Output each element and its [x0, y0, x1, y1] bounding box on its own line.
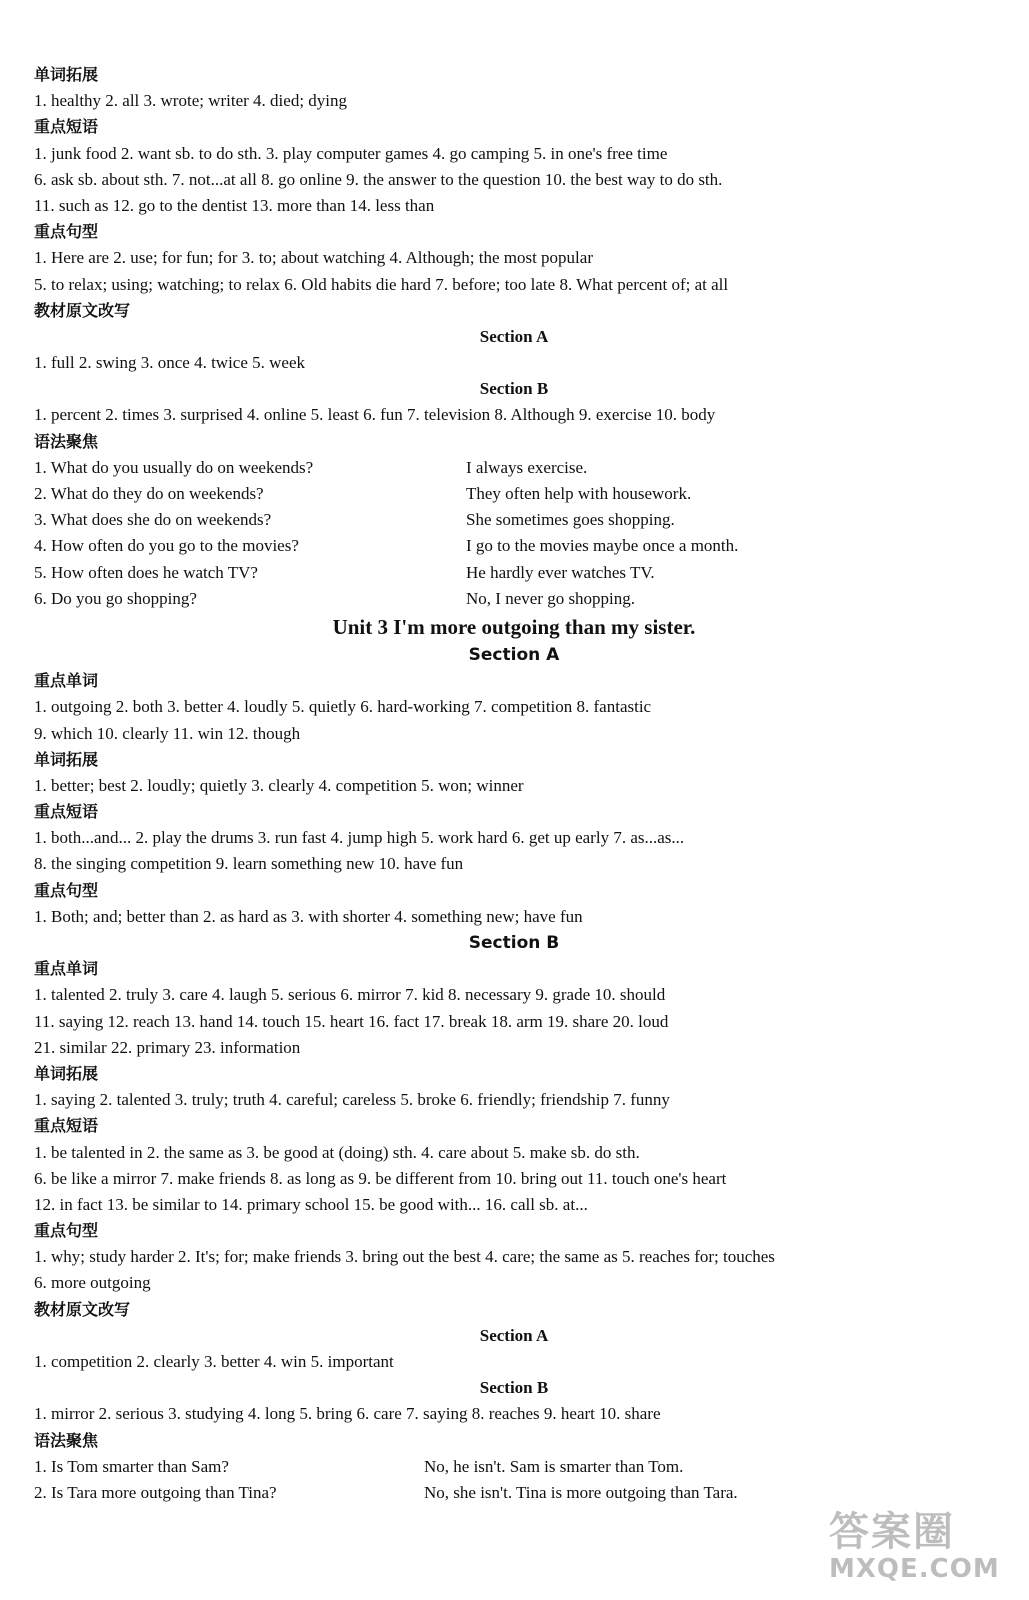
category-heading: 重点句型 [34, 222, 99, 242]
answer-line: 6. ask sb. about sth. 7. not...at all 8. go online 9. the answer to the question 10. the best way to do sth. [34, 169, 723, 189]
answer-line: 12. in fact 13. be similar to 14. primary school 15. be good with... 16. call sb. at... [34, 1194, 588, 1214]
category-heading: 重点短语 [34, 117, 99, 137]
grammar-answer: They often help with housework. [466, 484, 692, 503]
grammar-row [34, 481, 994, 507]
grammar-question: 4. How often do you go to the movies? [34, 536, 299, 556]
grammar-row [34, 533, 994, 559]
category-heading: 重点单词 [34, 671, 99, 691]
answer-page [34, 62, 994, 1506]
answer-line: 8. the singing competition 9. learn something new 10. have fun [34, 854, 464, 874]
grammar-answer: No, she isn't. Tina is more outgoing than Tara. [424, 1482, 738, 1502]
category-heading: 教材原文改写 [34, 300, 131, 320]
unit-title: Unit 3 I'm more outgoing than my sister. [332, 614, 696, 639]
category-heading: 重点短语 [34, 802, 99, 822]
category-heading: 单词拓展 [34, 1063, 99, 1083]
answer-line: 1. outgoing 2. both 3. better 4. loudly 5. quietly 6. hard-working 7. competition 8. fantastic [34, 697, 652, 717]
watermark-logo [829, 1510, 999, 1590]
answer-line: 1. junk food 2. want sb. to do sth. 3. play computer games 4. go camping 5. in one's free time [34, 143, 668, 163]
grammar-question: 5. How often does he watch TV? [34, 562, 258, 582]
category-heading: 重点句型 [34, 1221, 99, 1241]
grammar-question: 6. Do you go shopping? [34, 588, 197, 608]
category-heading: 重点短语 [34, 1116, 99, 1136]
grammar-answer: He hardly ever watches TV. [466, 562, 655, 582]
category-heading: 重点单词 [34, 959, 99, 979]
answer-line: 9. which 10. clearly 11. win 12. though [34, 723, 301, 743]
answer-line: 11. saying 12. reach 13. hand 14. touch 15. heart 16. fact 17. break 18. arm 19. share 20. loud [34, 1011, 669, 1031]
grammar-row [34, 560, 994, 586]
section-heading: Section A [479, 326, 549, 346]
section-heading: Section A [468, 644, 560, 665]
answer-line: 1. Here are 2. use; for fun; for 3. to; about watching 4. Although; the most popular [34, 248, 593, 268]
grammar-question: 1. Is Tom smarter than Sam? [34, 1456, 229, 1476]
category-heading: 单词拓展 [34, 65, 99, 84]
answer-line: 6. be like a mirror 7. make friends 8. as long as 9. be different from 10. bring out 11. touch one's heart [34, 1168, 727, 1188]
watermark-bottom: MXQE.COM [829, 1554, 1000, 1584]
category-heading: 重点句型 [34, 880, 99, 900]
answer-line: 1. percent 2. times 3. surprised 4. online 5. least 6. fun 7. television 8. Although 9. exercise 10. body [34, 405, 716, 425]
grammar-question: 2. What do they do on weekends? [34, 484, 264, 503]
answer-line: 1. saying 2. talented 3. truly; truth 4. careful; careless 5. broke 6. friendly; friendship 7. funny [34, 1090, 670, 1110]
answer-line: 1. be talented in 2. the same as 3. be good at (doing) sth. 4. care about 5. make sb. do sth. [34, 1142, 640, 1162]
answer-line: 6. more outgoing [34, 1273, 151, 1293]
grammar-row [34, 1454, 994, 1480]
category-heading: 教材原文改写 [34, 1299, 131, 1319]
grammar-row [34, 455, 994, 481]
grammar-answer: I always exercise. [466, 457, 588, 477]
section-heading: Section A [479, 1325, 549, 1345]
section-heading: Section B [468, 933, 560, 953]
grammar-row [34, 507, 994, 533]
grammar-answer: She sometimes goes shopping. [466, 510, 675, 530]
answer-line: 11. such as 12. go to the dentist 13. more than 14. less than [34, 195, 435, 215]
answer-line: 1. mirror 2. serious 3. studying 4. long 5. bring 6. care 7. saying 8. reaches 9. heart 10. share [34, 1404, 661, 1424]
grammar-answer: I go to the movies maybe once a month. [466, 536, 739, 556]
category-heading: 语法聚焦 [34, 1430, 99, 1450]
grammar-row [34, 586, 994, 612]
grammar-row [34, 1480, 994, 1506]
grammar-answer: No, he isn't. Sam is smarter than Tom. [424, 1456, 684, 1476]
watermark-top: 答案圈 [829, 1509, 955, 1555]
grammar-question: 2. Is Tara more outgoing than Tina? [34, 1482, 277, 1502]
answer-line: 1. both...and... 2. play the drums 3. run fast 4. jump high 5. work hard 6. get up early 7. as...as... [34, 828, 685, 848]
answer-line: 1. better; best 2. loudly; quietly 3. clearly 4. competition 5. won; winner [34, 775, 524, 795]
category-heading: 语法聚焦 [34, 431, 99, 451]
category-heading: 单词拓展 [34, 749, 99, 769]
section-heading: Section B [479, 379, 549, 399]
answer-line: 5. to relax; using; watching; to relax 6. Old habits die hard 7. before; too late 8. What percent of; at all [34, 274, 729, 294]
grammar-question: 1. What do you usually do on weekends? [34, 457, 314, 477]
answer-line: 1. why; study harder 2. It's; for; make friends 3. bring out the best 4. care; the same as 5. reaches for; touches [34, 1247, 775, 1267]
section-heading: Section B [479, 1378, 549, 1398]
answer-line: 1. talented 2. truly 3. care 4. laugh 5. serious 6. mirror 7. kid 8. necessary 9. grade 10. should [34, 985, 666, 1005]
answer-line: 1. healthy 2. all 3. wrote; writer 4. died; dying [34, 91, 348, 111]
answer-line: 1. Both; and; better than 2. as hard as 3. with shorter 4. something new; have fun [34, 906, 583, 926]
answer-line: 1. full 2. swing 3. once 4. twice 5. week [34, 353, 305, 373]
grammar-question: 3. What does she do on weekends? [34, 510, 272, 530]
answer-line: 1. competition 2. clearly 3. better 4. win 5. important [34, 1352, 394, 1371]
answer-line: 21. similar 22. primary 23. information [34, 1037, 301, 1057]
grammar-answer: No, I never go shopping. [466, 588, 636, 608]
